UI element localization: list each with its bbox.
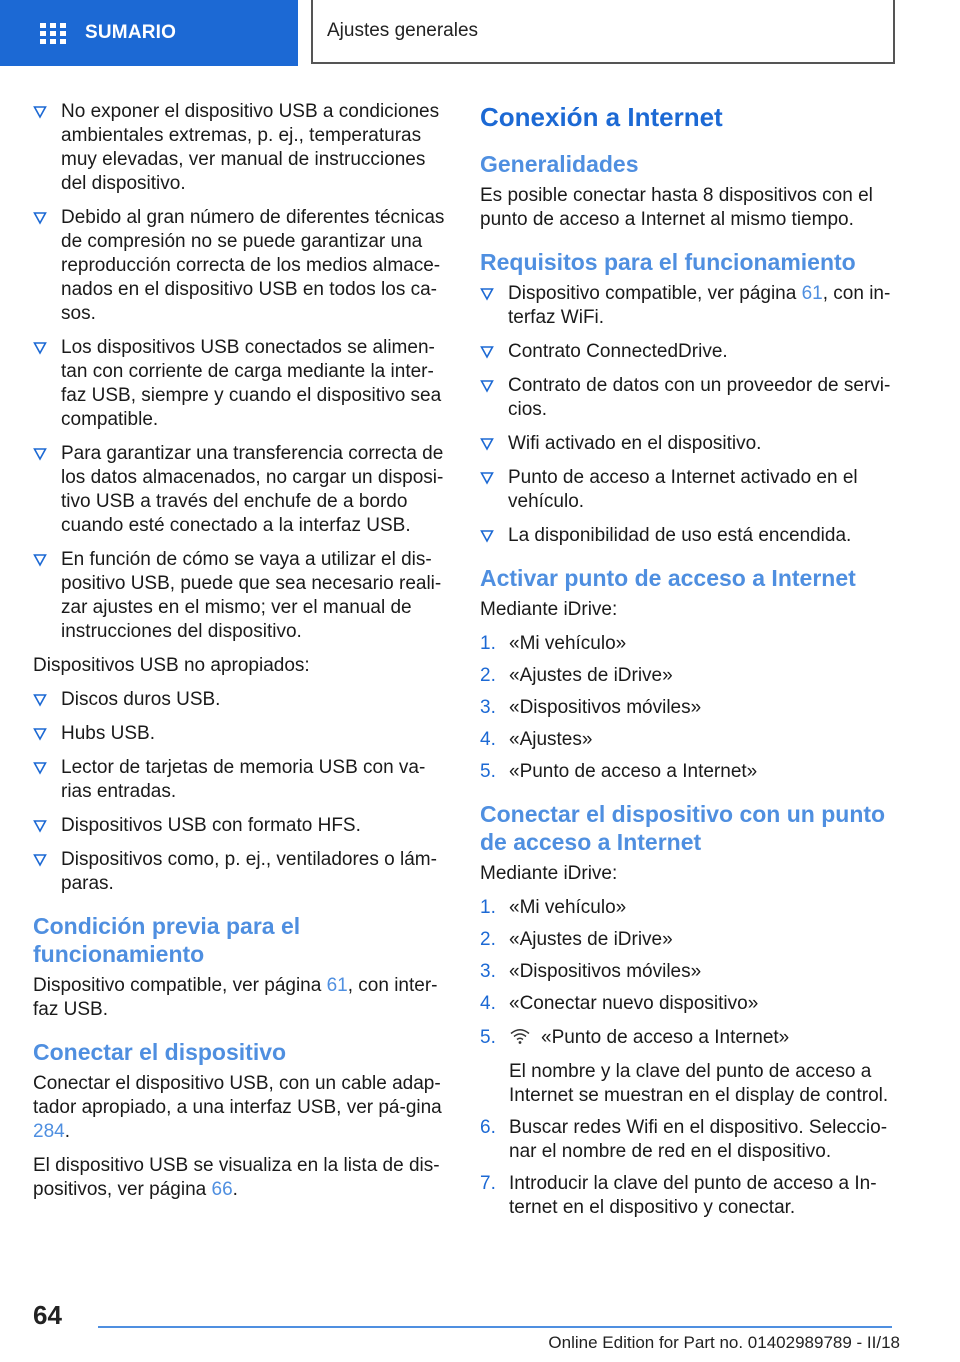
step-number: 6. (480, 1117, 496, 1138)
step-number: 7. (480, 1173, 496, 1194)
list-item: Lector de tarjetas de memoria USB con va-rias entradas. (33, 756, 447, 804)
list-item: Dispositivos como, p. ej., ventiladores o lám-paras. (33, 848, 447, 896)
step-number: 3. (480, 697, 496, 718)
list-item: 1. «Mi vehículo» (480, 633, 627, 654)
step-number: 5. (480, 761, 496, 782)
triangle-bullet-icon (33, 853, 47, 867)
left-column (33, 100, 447, 1212)
triangle-bullet-icon (480, 529, 494, 543)
list-item: No exponer el dispositivo USB a condiciones ambientales extremas, p. ej., temperaturas muy elevadas, ver manual de instrucciones del dispositivo. (33, 100, 447, 196)
connect-hotspot-heading: Conectar el dispositivo con un punto de acceso a Internet (480, 801, 886, 855)
list-item: 7. Introducir la clave del punto de acceso a In-ternet en el dispositivo y conectar. (480, 1173, 877, 1218)
step-number: 4. (480, 729, 496, 750)
triangle-bullet-icon (33, 761, 47, 775)
triangle-bullet-icon (33, 727, 47, 741)
footer-edition: Online Edition for Part no. 01402989789 - II/18 (548, 1333, 900, 1352)
list-item: En función de cómo se vaya a utilizar el dis-positivo USB, puede que sea necesario reali-zar ajustes en el mismo; ver el manual de instrucciones del dispositivo. (33, 548, 447, 644)
requirements-heading: Requisitos para el funcionamiento (480, 249, 856, 275)
list-item: 2. «Ajustes de iDrive» (480, 929, 673, 950)
list-item: Punto de acceso a Internet activado en el vehículo. (480, 466, 900, 514)
section-title-tab (311, 0, 895, 64)
page-number: 64 (33, 1300, 62, 1330)
list-item: 5. «Punto de acceso a Internet» El nombre y la clave del punto de acceso a Internet se muestran en el display de control. (480, 1026, 900, 1108)
triangle-bullet-icon (33, 105, 47, 119)
list-item: Discos duros USB. (33, 688, 447, 712)
triangle-bullet-icon (33, 553, 47, 567)
step-number: 1. (480, 897, 496, 918)
activate-heading: Activar punto de acceso a Internet (480, 565, 856, 591)
page-link[interactable]: 66 (211, 1179, 233, 1200)
triangle-bullet-icon (480, 437, 494, 451)
step-note: El nombre y la clave del punto de acceso a Internet se muestran en el display de control. (509, 1061, 889, 1106)
page-link[interactable]: 61 (326, 975, 348, 996)
activate-steps-list (480, 632, 900, 784)
list-item: 6. Buscar redes Wifi en el dispositivo. Seleccio-nar el nombre de red en el dispositivo. (480, 1117, 888, 1162)
right-column (480, 100, 900, 1230)
triangle-bullet-icon (33, 341, 47, 355)
list-item: Debido al gran número de diferentes técnicas de compresión no se puede garantizar una reproducción correcta de los medios almace-nados en el dispositivo USB en todos los ca-sos. (33, 206, 447, 326)
unsuitable-list (33, 688, 447, 896)
triangle-bullet-icon (480, 287, 494, 301)
connect-intro: Mediante iDrive: (480, 863, 618, 884)
section-title: Ajustes generales (327, 20, 479, 41)
triangle-bullet-icon (33, 693, 47, 707)
general-text: Es posible conectar hasta 8 dispositivos con el punto de acceso a Internet al mismo tiempo. (480, 185, 873, 230)
list-item: 3. «Dispositivos móviles» (480, 697, 702, 718)
page-link[interactable]: 284 (33, 1121, 65, 1142)
step-number: 2. (480, 665, 496, 686)
step-number: 1. (480, 633, 496, 654)
list-item: Contrato ConnectedDrive. (480, 340, 900, 364)
connect-steps-tail (480, 1026, 900, 1220)
connect-steps-list (480, 896, 900, 1016)
list-item: Wifi activado en el dispositivo. (480, 432, 900, 456)
page-title: Conexión a Internet (480, 102, 723, 132)
usb-notes-list (33, 100, 447, 644)
list-item: La disponibilidad de uso está encendida. (480, 524, 900, 548)
list-item: Dispositivos USB con formato HFS. (33, 814, 447, 838)
triangle-bullet-icon (33, 447, 47, 461)
list-item: 3. «Dispositivos móviles» (480, 961, 702, 982)
precondition-text: Dispositivo compatible, ver página 61, con inter-faz USB. (33, 975, 438, 1020)
grid-icon (40, 23, 66, 43)
list-item: Hubs USB. (33, 722, 447, 746)
triangle-bullet-icon (33, 819, 47, 833)
step-number: 4. (480, 993, 496, 1014)
list-item: 4. «Ajustes» (480, 729, 593, 750)
sumario-button[interactable] (0, 0, 298, 66)
footer-divider (98, 1326, 892, 1328)
page-link[interactable]: 61 (801, 283, 823, 304)
step-number: 3. (480, 961, 496, 982)
list-item: 4. «Conectar nuevo dispositivo» (480, 993, 759, 1014)
list-item: 2. «Ajustes de iDrive» (480, 665, 673, 686)
top-bar (0, 0, 960, 66)
sumario-label: SUMARIO (85, 22, 177, 43)
general-heading: Generalidades (480, 151, 639, 177)
list-item: Dispositivo compatible, ver página 61, con in-terfaz WiFi. (480, 282, 900, 330)
step-number: 2. (480, 929, 496, 950)
step-number: 5. (480, 1027, 496, 1048)
list-item: Contrato de datos con un proveedor de servi-cios. (480, 374, 900, 422)
list-item: Los dispositivos USB conectados se alimen-tan con corriente de carga mediante la inter-faz USB, siempre y cuando el dispositivo sea compatible. (33, 336, 447, 432)
connect-text: Conectar el dispositivo USB, con un cable adap-tador apropiado, a una interfaz USB, ver pá-gina 284. (33, 1073, 442, 1142)
list-item: 5. «Punto de acceso a Internet» (480, 761, 758, 782)
list-item: 1. «Mi vehículo» (480, 897, 627, 918)
triangle-bullet-icon (480, 345, 494, 359)
connect-heading: Conectar el dispositivo (33, 1039, 287, 1065)
precondition-heading: Condición previa para el funcionamiento (33, 913, 301, 967)
list-item: Para garantizar una transferencia correcta de los datos almacenados, no cargar un disposi-tivo USB a través del enchufe de a bordo cuando esté conectado a la interfaz USB. (33, 442, 447, 538)
triangle-bullet-icon (480, 379, 494, 393)
triangle-bullet-icon (480, 471, 494, 485)
unsuitable-intro: Dispositivos USB no apropiados: (33, 655, 310, 676)
activate-intro: Mediante iDrive: (480, 599, 618, 620)
display-text: El dispositivo USB se visualiza en la lista de dis-positivos, ver página 66. (33, 1155, 440, 1200)
wifi-icon (509, 1027, 531, 1045)
triangle-bullet-icon (33, 211, 47, 225)
requirements-list (480, 282, 900, 548)
